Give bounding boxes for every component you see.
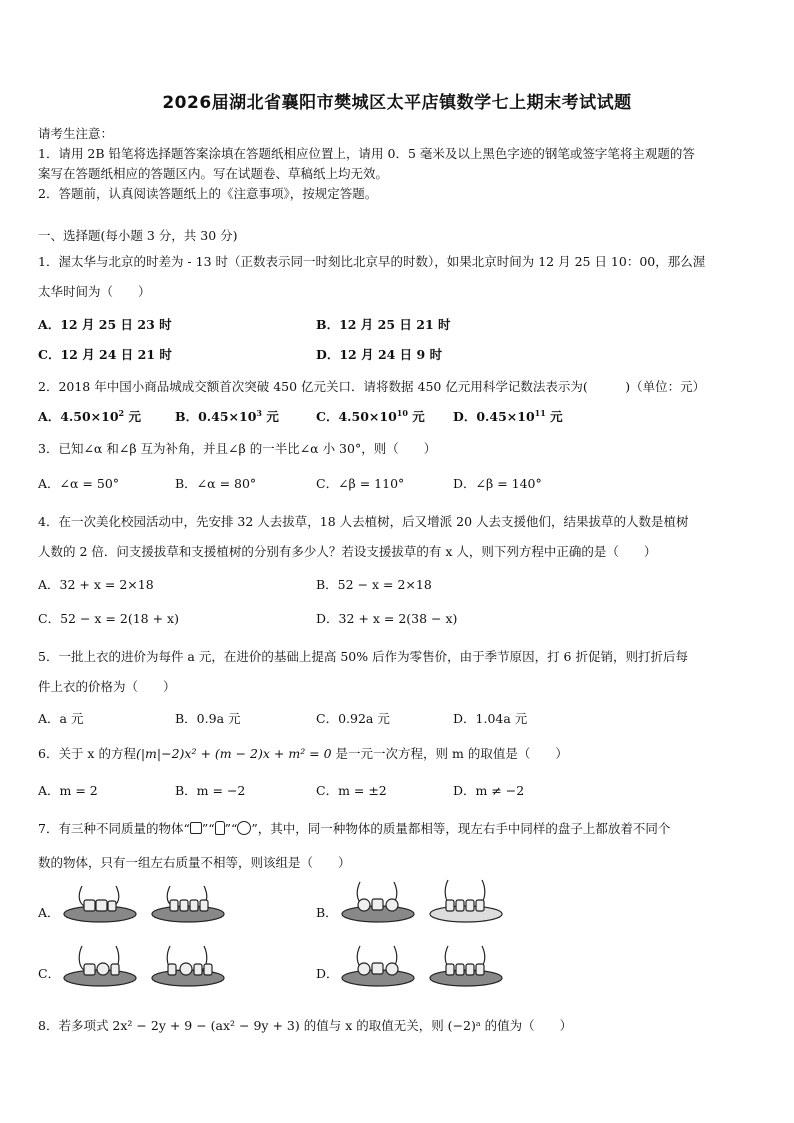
q6-option-c[interactable]: C．m = ±2 (316, 783, 387, 798)
q2-a-unit: 元 (124, 409, 141, 424)
right-plate (430, 880, 502, 922)
q2-d-unit: 元 (545, 409, 563, 424)
q4-option-c[interactable]: C．52 − x = 2(18 + x) (38, 611, 179, 626)
question-6-stem (38, 744, 568, 762)
q2-b-exp: 3 (256, 407, 262, 418)
q7-option-d[interactable]: D． (316, 966, 339, 981)
q2-a-label: A． (38, 409, 61, 424)
q5-option-c[interactable]: C．0.92a 元 (316, 711, 390, 726)
q2-option-c[interactable] (316, 407, 425, 425)
q7-stem-part3: ”“ (224, 821, 238, 836)
right-plate (152, 886, 224, 922)
q2-option-d[interactable] (453, 407, 563, 425)
q6-stem-pre: 6．关于 x 的方程 (38, 746, 136, 761)
q2-a-base: 4.50×10 (60, 409, 119, 424)
q2-b-label: B． (175, 409, 199, 424)
left-plate (64, 886, 136, 922)
q7-figure-c (60, 942, 230, 998)
page-title: 2026届湖北省襄阳市樊城区太平店镇数学七上期末考试试题 (162, 93, 632, 113)
q2-d-label: D． (453, 409, 477, 424)
q7-figure-b (338, 876, 508, 934)
q6-option-d[interactable]: D．m ≠ −2 (453, 783, 525, 798)
q4-option-d[interactable]: D．32 + x = 2(38 − x) (316, 611, 458, 626)
notice-item-1: 1．请用 2B 铅笔将选择题答案涂填在答题纸相应位置上，请用 0．5 毫米及以上黑色字迹的钢笔或签字笔将主观题的答 (38, 146, 695, 161)
question-4-stem-cont: 人数的 2 倍．问支援拔草和支援植树的分别有多少人？若设支援拔草的有 x 人，则下列方程中正确的是（ ） (38, 544, 657, 559)
q2-c-base: 4.50×10 (338, 409, 397, 424)
q3-option-c[interactable]: C．∠β = 110° (316, 476, 405, 491)
left-plate (64, 946, 136, 986)
right-plate (152, 946, 224, 986)
q1-option-d[interactable]: D．12 月 24 日 9 时 (316, 347, 443, 362)
question-7-stem (38, 819, 670, 837)
q6-option-a[interactable]: A．m = 2 (38, 783, 98, 798)
q1-option-c[interactable]: C．12 月 24 日 21 时 (38, 347, 172, 362)
question-1-stem-cont: 太华时间为（ ） (38, 284, 151, 299)
question-5-stem: 5．一批上衣的进价为每件 a 元，在进价的基础上提高 50% 后作为零售价，由于季节原因，打 6 折促销，则打折后每 (38, 649, 688, 664)
q3-option-a[interactable]: A．∠α = 50° (38, 476, 120, 491)
q2-a-exp: 2 (118, 407, 125, 418)
q3-option-b[interactable]: B．∠α = 80° (175, 476, 257, 491)
q7-option-a[interactable]: A． (38, 905, 60, 920)
q5-option-a[interactable]: A．a 元 (38, 711, 84, 726)
left-plate (342, 946, 414, 986)
q7-option-b[interactable]: B． (316, 905, 338, 920)
q7-option-c[interactable]: C． (38, 966, 61, 981)
question-1-stem: 1．渥太华与北京的时差为 - 13 时（正数表示同一时刻比北京早的时数），如果北京时间为 12 月 25 日 10：00，那么渥 (38, 254, 706, 269)
cube-icon (190, 822, 202, 834)
q2-c-unit: 元 (407, 409, 425, 424)
question-5-stem-cont: 件上衣的价格为（ ） (38, 679, 176, 694)
notice-item-1-cont: 案写在答题纸相应的答题区内。写在试题卷、草稿纸上均无效。 (38, 166, 389, 181)
right-plate (430, 946, 502, 986)
cylinder-icon (215, 821, 225, 835)
notice-heading: 请考生注意： (38, 126, 114, 141)
question-3-stem: 3．已知∠α 和∠β 互为补角，并且∠β 的一半比∠α 小 30°，则（ ） (38, 441, 437, 456)
left-plate (342, 882, 414, 922)
q2-d-base: 0.45×10 (476, 409, 535, 424)
notice-item-2: 2．答题前，认真阅读答题纸上的《注意事项》，按规定答题。 (38, 186, 378, 201)
q1-option-b[interactable]: B．12 月 25 日 21 时 (316, 317, 451, 332)
q3-option-d[interactable]: D．∠β = 140° (453, 476, 542, 491)
q7-figure-d (338, 940, 508, 998)
q7-stem-part4: ”，其中，同一种物体的质量都相等，现左右手中同样的盘子上都放着不同个 (251, 821, 671, 836)
question-2-stem: 2．2018 年中国小商品城成交额首次突破 450 亿元关口．请将数据 450 亿元用科学记数法表示为( )（单位：元） (38, 379, 706, 394)
question-8-stem: 8．若多项式 2x² − 2y + 9 − (ax² − 9y + 3) 的值与 x 的取值无关，则 (−2)ᵃ 的值为（ ） (38, 1018, 573, 1033)
section-heading: 一、选择题(每小题 3 分，共 30 分) (38, 228, 238, 243)
q2-b-base: 0.45×10 (198, 409, 257, 424)
q5-option-b[interactable]: B．0.9a 元 (175, 711, 241, 726)
sphere-icon (237, 821, 251, 835)
q2-b-unit: 元 (261, 409, 279, 424)
q1-option-a[interactable]: A．12 月 25 日 23 时 (38, 317, 172, 332)
q2-c-label: C． (316, 409, 339, 424)
question-4-stem: 4．在一次美化校园活动中，先安排 32 人去拔草，18 人去植树，后又增派 20 人去支援他们，结果拔草的人数是植树 (38, 514, 689, 529)
q2-option-a[interactable] (38, 407, 141, 425)
q2-option-b[interactable] (175, 407, 279, 425)
q2-c-exp: 10 (396, 407, 408, 418)
q7-stem-part2: ”“ (201, 821, 215, 836)
question-7-stem-cont: 数的物体，只有一组左右质量不相等，则该组是（ ） (38, 855, 351, 870)
q6-equation: (|m|−2)x² + (m − 2)x + m² = 0 (135, 746, 332, 761)
q7-stem-part1: 7．有三种不同质量的物体“ (38, 821, 190, 836)
q2-d-exp: 11 (534, 407, 546, 418)
q4-option-b[interactable]: B．52 − x = 2×18 (316, 577, 432, 592)
q7-figure-a (60, 880, 230, 935)
q6-option-b[interactable]: B．m = −2 (175, 783, 246, 798)
q5-option-d[interactable]: D．1.04a 元 (453, 711, 528, 726)
q6-stem-post: 是一元一次方程，则 m 的取值是（ ） (331, 746, 568, 761)
q4-option-a[interactable]: A．32 + x = 2×18 (38, 577, 154, 592)
